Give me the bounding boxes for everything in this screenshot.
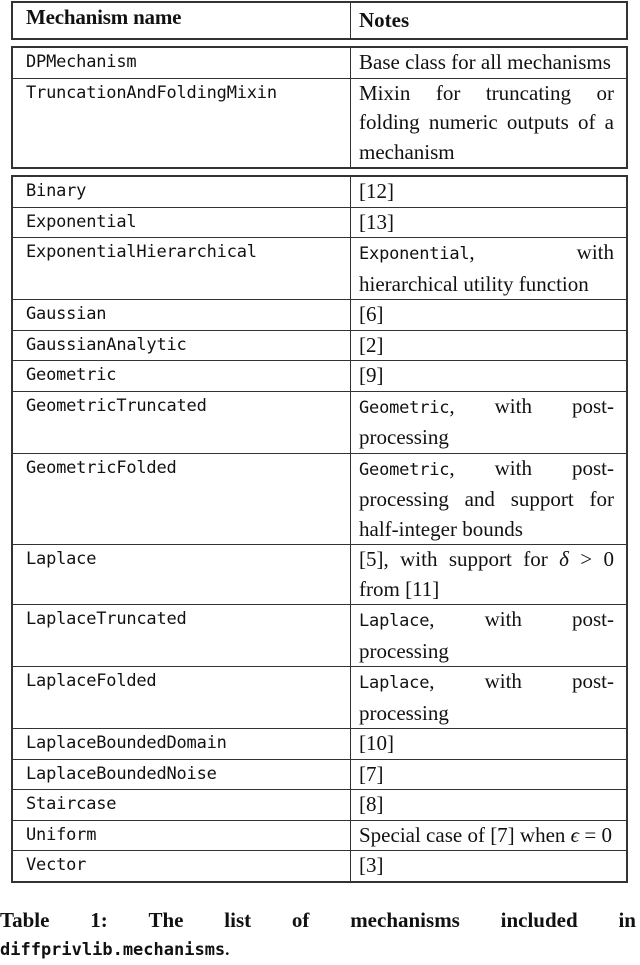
table-row [12, 790, 627, 821]
mechanism-name-cell: TruncationAndFoldingMixin [12, 78, 351, 168]
code-reference: Geometric [359, 397, 450, 418]
note-text: [5], with support for [359, 547, 560, 571]
caption-line-2 [0, 935, 640, 965]
table-row [12, 729, 627, 760]
caption-word: 1: [90, 908, 108, 932]
mechanism-name-cell: Laplace [12, 545, 351, 605]
notes-cell [351, 820, 628, 851]
table-row [12, 47, 627, 78]
note-text: Special case of [7] when [359, 822, 571, 847]
notes-cell [351, 729, 628, 760]
mechanism-name-cell: DPMechanism [12, 47, 351, 78]
caption-word: mechanisms [350, 908, 460, 932]
note-text: [3] [359, 853, 384, 877]
code-reference: Laplace [359, 673, 430, 693]
notes-cell [351, 605, 628, 667]
table-row [12, 78, 627, 168]
note-text: > 0 from [11] [359, 547, 614, 601]
table-header [11, 1, 628, 40]
note-text: [7] [359, 761, 384, 786]
table-row [12, 545, 627, 605]
table-row [12, 605, 627, 667]
mechanism-name-cell: Uniform [12, 820, 351, 851]
base-classes-block [11, 46, 628, 169]
table-row [12, 361, 627, 392]
note-text: [12] [359, 179, 394, 203]
caption-word: in [618, 908, 636, 932]
caption-period: . [225, 940, 230, 959]
mechanism-name-cell: GaussianAnalytic [12, 330, 351, 361]
note-text: [8] [359, 792, 384, 816]
notes-cell [351, 790, 628, 821]
caption-word: Table [0, 908, 50, 932]
note-text: [10] [359, 731, 394, 755]
table-row [12, 300, 627, 331]
code-reference: Geometric [359, 459, 450, 480]
notes-cell [351, 759, 628, 790]
notes-cell [351, 176, 628, 207]
mechanism-name-cell: LaplaceBoundedDomain [12, 729, 351, 760]
note-text: [6] [359, 302, 384, 326]
note-text: , with post-processing and support for half-integer bounds [359, 455, 614, 541]
table-row [12, 391, 627, 453]
mechanism-name-cell: GeometricFolded [12, 453, 351, 545]
mechanism-name-cell: LaplaceBoundedNoise [12, 759, 351, 790]
notes-cell [351, 47, 628, 78]
notes-cell [351, 667, 628, 729]
notes-cell [351, 300, 628, 331]
code-reference: Exponential [359, 244, 470, 264]
mechanism-name-cell: ExponentialHierarchical [12, 238, 351, 300]
column-header-mechanism-name: Mechanism name [12, 2, 351, 39]
note-text: Base class for all mechanisms [359, 50, 611, 74]
math-symbol: ϵ [570, 822, 580, 847]
table-row [12, 759, 627, 790]
note-text: [2] [359, 332, 384, 357]
mechanism-name-cell: GeometricTruncated [12, 391, 351, 453]
notes-cell [351, 851, 628, 882]
notes-cell [351, 207, 628, 238]
table-row [12, 176, 627, 207]
table-row [12, 851, 627, 882]
caption-word: included [500, 908, 578, 932]
mechanisms-block [11, 175, 628, 883]
caption-line-1 [0, 906, 640, 935]
note-text: , with post-processing [359, 669, 614, 725]
note-text: , with post-processing [359, 607, 614, 663]
notes-cell [351, 330, 628, 361]
caption-word: The [148, 908, 184, 932]
mechanism-name-cell: Binary [12, 176, 351, 207]
mechanism-name-cell: Exponential [12, 207, 351, 238]
caption-word: of [291, 908, 310, 932]
notes-cell [351, 238, 628, 300]
table-row [12, 453, 627, 545]
mechanism-name-cell: Geometric [12, 361, 351, 392]
table-row [12, 330, 627, 361]
table-caption [0, 906, 640, 965]
code-reference: Laplace [359, 611, 430, 631]
mechanism-name-cell: LaplaceFolded [12, 667, 351, 729]
mechanism-name-cell: Staircase [12, 790, 351, 821]
mechanism-name-cell: Vector [12, 851, 351, 882]
caption-module-name: diffprivlib.mechanisms [0, 940, 226, 960]
caption-word: list [224, 908, 252, 932]
notes-cell [351, 78, 628, 168]
mechanisms-table [11, 1, 628, 883]
math-symbol: δ [559, 547, 569, 571]
table-row [12, 667, 627, 729]
mechanism-name-cell: Gaussian [12, 300, 351, 331]
note-text: Mixin for truncating or folding numeric outputs of a mechanism [359, 80, 614, 164]
column-header-notes: Notes [351, 2, 628, 39]
mechanism-name-cell: LaplaceTruncated [12, 605, 351, 667]
note-text: [9] [359, 363, 384, 387]
note-text: , with hierarchical utility function [359, 240, 614, 296]
table-row [12, 820, 627, 851]
notes-cell [351, 391, 628, 453]
table-row [12, 207, 627, 238]
notes-cell [351, 545, 628, 605]
notes-cell [351, 361, 628, 392]
note-text: , with post-processing [359, 393, 614, 449]
note-text: = 0 [579, 822, 612, 847]
note-text: [13] [359, 209, 394, 234]
notes-cell [351, 453, 628, 545]
table-row [12, 238, 627, 300]
